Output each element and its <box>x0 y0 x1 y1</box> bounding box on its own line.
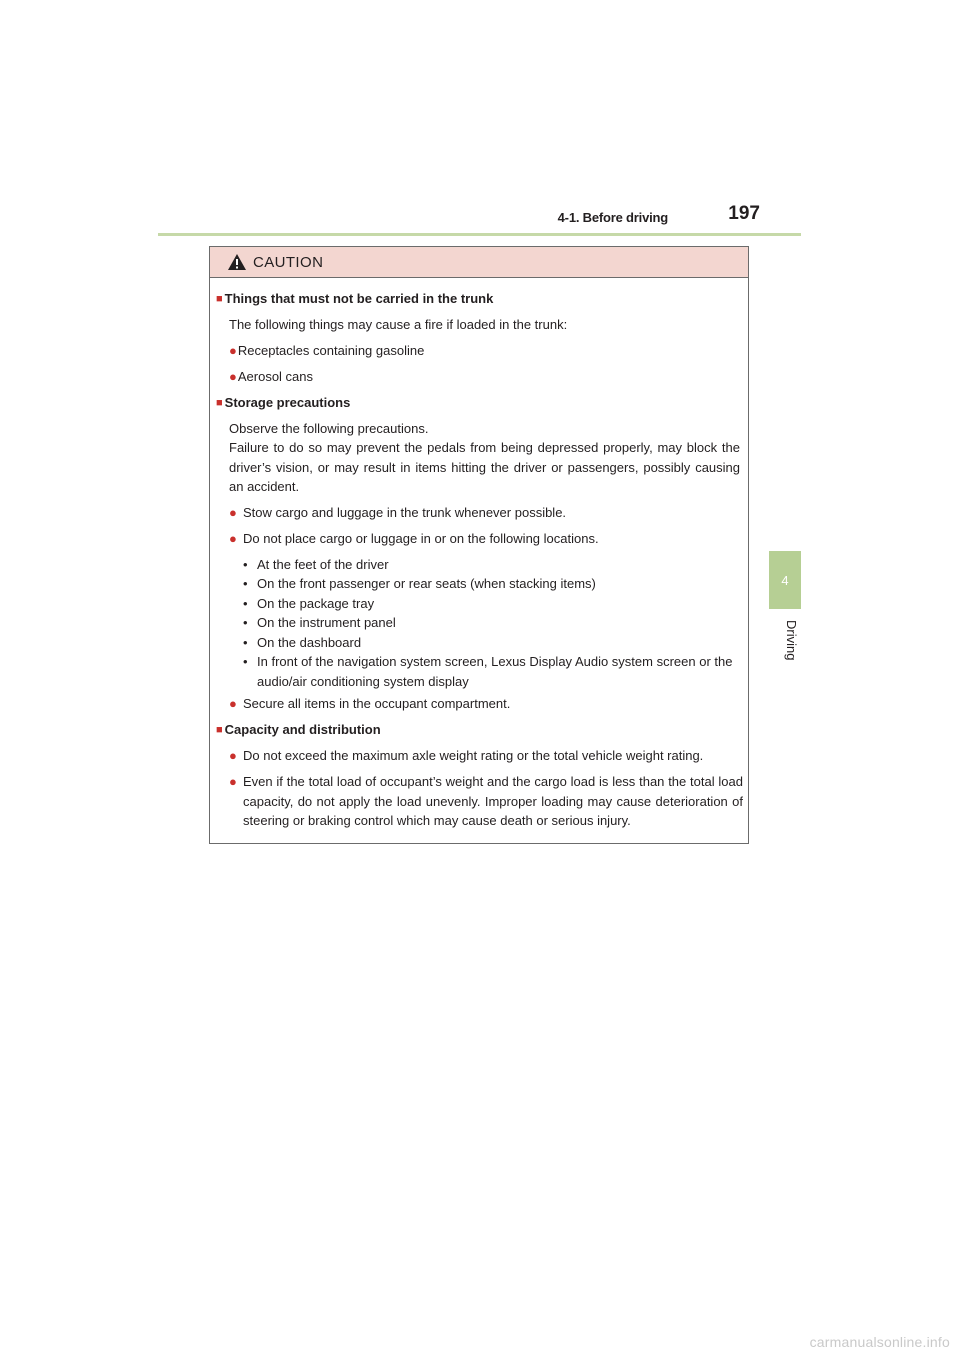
caution-box <box>209 246 749 844</box>
chapter-tab <box>769 551 801 609</box>
section-intro: The following things may cause a fire if loaded in the trunk: <box>229 317 568 332</box>
round-bullet-icon: ● <box>229 531 237 546</box>
header-rule <box>158 233 801 236</box>
sub-list-item: • In front of the navigation system screen, Lexus Display Audio system screen or the audio/air conditioning system display <box>243 654 733 689</box>
chapter-tab-label: Driving <box>784 620 799 661</box>
sub-list-item: • On the front passenger or rear seats (when stacking items) <box>243 576 596 591</box>
page-number: 197 <box>728 203 760 224</box>
list-item: ● Stow cargo and luggage in the trunk whenever possible. <box>229 503 743 523</box>
sub-list-item: • At the feet of the driver <box>243 557 389 572</box>
round-bullet-icon: ● <box>229 343 237 358</box>
caution-header <box>210 247 748 278</box>
section-intro: Observe the following precautions. <box>229 421 429 436</box>
round-bullet-icon: ● <box>229 505 237 520</box>
sub-list-item: • On the dashboard <box>243 635 362 650</box>
section-heading: ■ Storage precautions <box>216 395 351 410</box>
sub-list-item: • On the instrument panel <box>243 615 396 630</box>
list-item: ● Do not place cargo or luggage in or on the following locations. <box>229 529 743 549</box>
round-bullet-icon: ● <box>229 774 237 789</box>
round-bullet-icon: ● <box>229 696 237 711</box>
section-title: 4-1. Before driving <box>557 210 668 225</box>
section-paragraph: Failure to do so may prevent the pedals from being depressed properly, may block the driver’s vision, or may result in items hitting the driver or passengers, possibly causing an accident. <box>229 440 740 494</box>
list-item: ● Secure all items in the occupant compartment. <box>229 694 743 714</box>
round-bullet-icon: ● <box>229 369 237 384</box>
list-item: ●Receptacles containing gasoline <box>229 343 425 358</box>
watermark: carmanualsonline.info <box>809 1334 950 1350</box>
square-bullet-icon: ■ <box>216 293 223 305</box>
section-heading: ■ Capacity and distribution <box>216 722 381 737</box>
warning-triangle-icon <box>227 253 247 271</box>
square-bullet-icon: ■ <box>216 724 223 736</box>
square-bullet-icon: ■ <box>216 397 223 409</box>
round-bullet-icon: ● <box>229 748 237 763</box>
chapter-tab-number: 4 <box>781 572 789 588</box>
caution-label: CAUTION <box>253 253 324 271</box>
list-item: ●Aerosol cans <box>229 369 314 384</box>
section-heading: ■ Things that must not be carried in the trunk <box>216 291 494 306</box>
list-item: ● Do not exceed the maximum axle weight rating or the total vehicle weight rating. <box>229 746 743 766</box>
sub-list-item: • On the package tray <box>243 596 375 611</box>
list-item: ● Even if the total load of occupant’s weight and the cargo load is less than the total load capacity, do not apply the load unevenly. Improper loading may cause deterioration of steering or braking control which may cause death or serious injury. <box>229 774 743 828</box>
